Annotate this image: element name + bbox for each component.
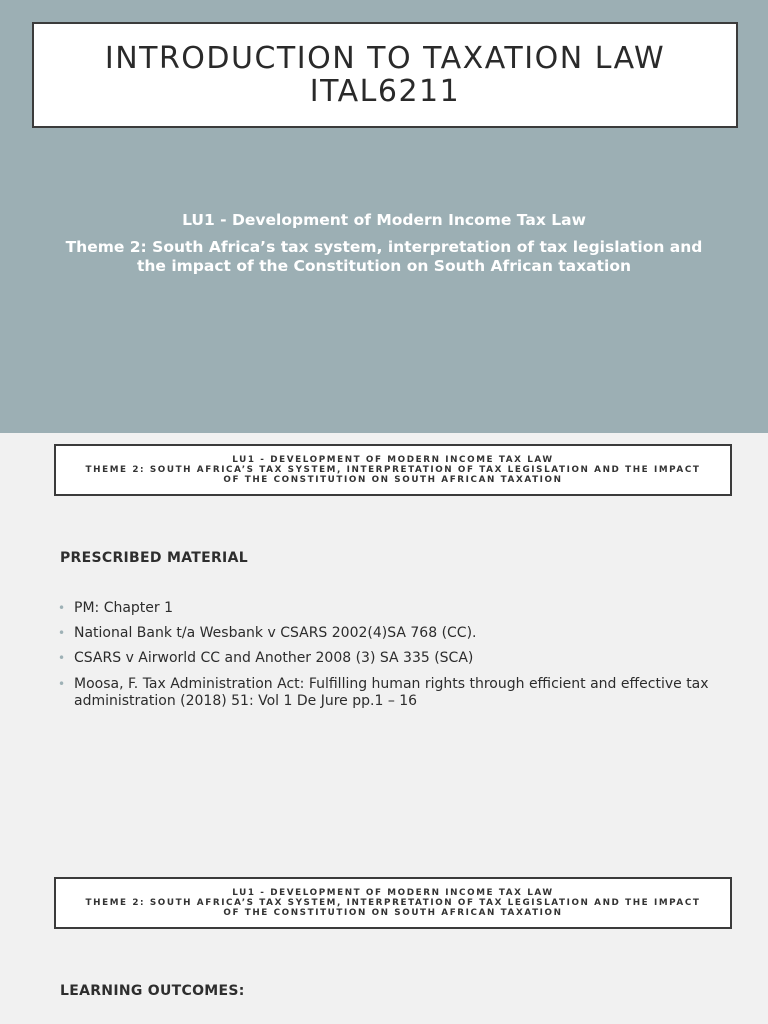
list-item-text: PM: Chapter 1 (74, 600, 174, 616)
learning-outcomes-heading: LEARNING OUTCOMES: (60, 983, 245, 999)
theme-subtitle-line: Theme 2: South Africa’s tax system, interpretation of tax legislation and (65, 238, 703, 256)
slide-header-box (54, 444, 732, 496)
list-item-text: Moosa, F. Tax Administration Act: Fulfilling human rights through efficient and effective tax administration (2018) 51: Vol 1 De Jure pp.1 – 16 (74, 675, 709, 709)
theme-subtitle-line: the impact of the Constitution on South African taxation (136, 257, 632, 275)
list-item (58, 600, 738, 617)
prescribed-material-heading: PRESCRIBED MATERIAL (60, 550, 248, 566)
bullet-icon: • (58, 676, 66, 691)
title-box (32, 22, 738, 128)
bullet-icon: • (58, 601, 66, 615)
bullet-icon: • (58, 626, 66, 641)
slide-header-line: OF THE CONSTITUTION ON SOUTH AFRICAN TAXATION (223, 475, 563, 486)
list-item (58, 676, 738, 710)
list-item (58, 650, 738, 667)
course-title: INTRODUCTION TO TAXATION LAW (104, 41, 666, 76)
list-item-text: CSARS v Airworld CC and Another 2008 (3) SA 335 (SCA) (74, 650, 474, 667)
slide-header-box (54, 877, 732, 929)
theme-subtitle (30, 238, 738, 276)
slide-header-line: THEME 2: SOUTH AFRICA’S TAX SYSTEM, INTERPRETATION OF TAX LEGISLATION AND THE IMPACT (85, 464, 701, 475)
slide-header-line: LU1 - DEVELOPMENT OF MODERN INCOME TAX LAW (232, 454, 554, 465)
course-code: ITAL6211 (309, 74, 461, 109)
slide-header-line: THEME 2: SOUTH AFRICA’S TAX SYSTEM, INTERPRETATION OF TAX LEGISLATION AND THE IMPACT (85, 897, 701, 908)
prescribed-material-list (58, 600, 738, 718)
list-item-text: National Bank t/a Wesbank v CSARS 2002(4)SA 768 (CC). (74, 625, 477, 642)
title-slide (0, 0, 768, 433)
slide-header-line: OF THE CONSTITUTION ON SOUTH AFRICAN TAXATION (223, 908, 563, 919)
bullet-icon: • (58, 651, 66, 666)
list-item (58, 625, 738, 642)
learning-unit-subtitle: LU1 - Development of Modern Income Tax Law (182, 211, 586, 229)
slide-header-line: LU1 - DEVELOPMENT OF MODERN INCOME TAX LAW (232, 887, 554, 898)
